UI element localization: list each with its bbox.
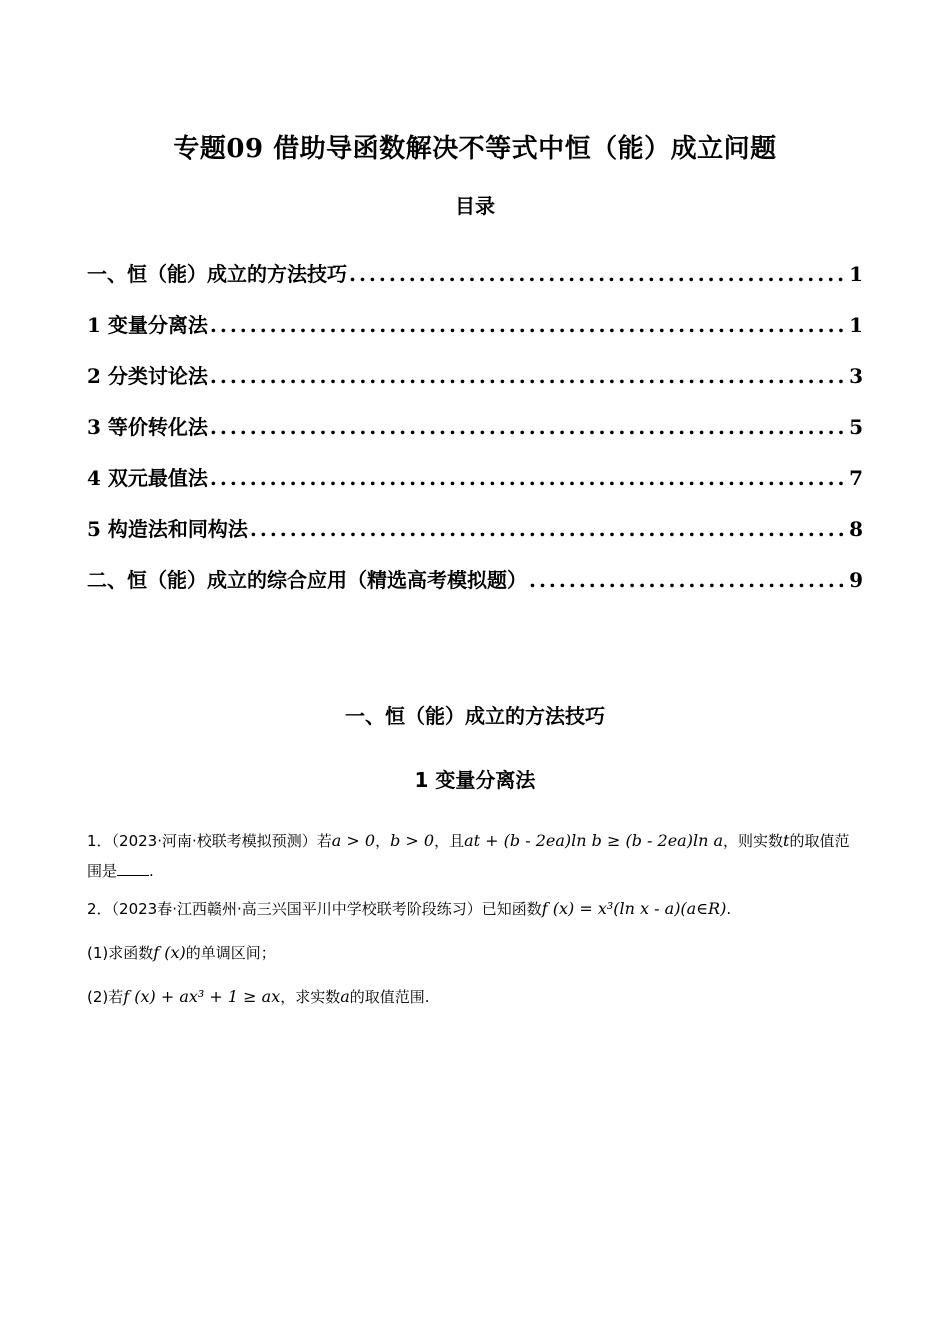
toc-entry-page: 7: [849, 466, 863, 490]
toc-leader-dots: [529, 565, 847, 595]
toc-leader-dots: [250, 514, 847, 544]
q2-p2-inequality: f (x) + ax³ + 1 ≥ ax: [123, 987, 281, 1006]
q1-condition-a: a > 0: [331, 831, 376, 850]
toc-entry-label: 3 等价转化法: [87, 415, 208, 439]
toc-entry[interactable]: [87, 340, 863, 391]
q2-p2-mid: ，求实数: [280, 988, 341, 1006]
q1-sep: ，: [375, 832, 391, 850]
question-2-part-1: [87, 938, 863, 968]
table-of-contents: [87, 238, 863, 595]
toc-entry-page: 8: [849, 517, 863, 541]
q2-p2-suffix: 的取值范围.: [349, 988, 430, 1006]
q2-p2-prefix: (2)若: [87, 988, 124, 1006]
toc-entry[interactable]: [87, 493, 863, 544]
toc-entry[interactable]: [87, 544, 863, 595]
q2-end: .: [726, 900, 732, 918]
q2-prefix: 2．（2023春·江西赣州·高三兴国平川中学校联考阶段练习）已知函数: [87, 900, 542, 918]
toc-leader-dots: [210, 361, 847, 391]
question-2: [87, 894, 863, 924]
q1-variable-t: t: [783, 831, 790, 850]
q1-line2: 围是: [87, 862, 118, 880]
toc-leader-dots: [210, 463, 847, 493]
q1-end: .: [149, 862, 154, 880]
toc-entry-page: 1: [849, 262, 863, 286]
toc-entry-label: 二、恒（能）成立的综合应用（精选高考模拟题）: [87, 568, 527, 592]
toc-entry-label: 1 变量分离法: [87, 313, 208, 337]
q1-condition-b: b > 0: [390, 831, 435, 850]
toc-entry[interactable]: [87, 289, 863, 340]
q2-function: f (x) = x³(ln x - a)(a∈R): [541, 899, 727, 918]
q2-p1-function: f (x): [153, 943, 186, 962]
toc-leader-dots: [210, 412, 847, 442]
q1-mid: ，则实数: [723, 832, 784, 850]
q2-p1-prefix: (1)求函数: [87, 944, 154, 962]
question-1: [87, 826, 863, 886]
toc-entry[interactable]: [87, 442, 863, 493]
q1-sep: ，且: [434, 832, 465, 850]
q1-prefix: 1．（2023·河南·校联考模拟预测）若: [87, 832, 332, 850]
toc-entry[interactable]: [87, 391, 863, 442]
q2-p2-variable-a: a: [340, 987, 350, 1006]
toc-entry-page: 9: [849, 568, 863, 592]
toc-entry-label: 2 分类讨论法: [87, 364, 208, 388]
answer-blank[interactable]: [117, 861, 149, 876]
toc-entry-label: 一、恒（能）成立的方法技巧: [87, 262, 347, 286]
section-heading: 一、恒（能）成立的方法技巧: [345, 704, 605, 728]
toc-entry-label: 5 构造法和同构法: [87, 517, 248, 541]
toc-entry-page: 5: [849, 415, 863, 439]
question-2-part-2: [87, 982, 863, 1012]
q1-inequality: at + (b - 2ea)ln b ≥ (b - 2ea)ln a: [464, 831, 723, 850]
toc-leader-dots: [210, 310, 847, 340]
subsection-heading: 1 变量分离法: [414, 768, 536, 792]
toc-entry-page: 1: [849, 313, 863, 337]
toc-entry-page: 3: [849, 364, 863, 388]
toc-heading: 目录: [455, 194, 495, 218]
toc-entry-label: 4 双元最值法: [87, 466, 208, 490]
q1-suffix: 的取值范: [789, 832, 850, 850]
toc-leader-dots: [349, 259, 847, 289]
toc-entry[interactable]: [87, 238, 863, 289]
q2-p1-suffix: 的单调区间；: [185, 944, 276, 962]
document-title: 专题09 借助导函数解决不等式中恒（能）成立问题: [173, 134, 777, 164]
